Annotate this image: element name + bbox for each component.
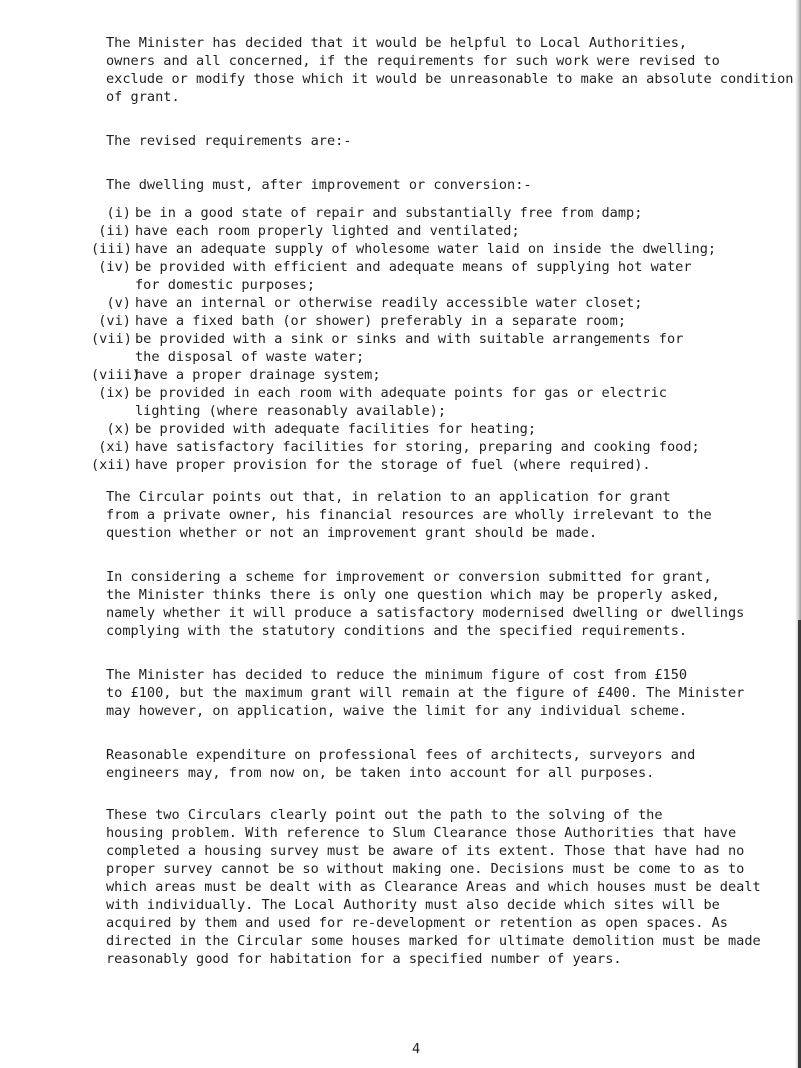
requirement-text: have each room properly lighted and ventilated; (135, 223, 520, 239)
requirement-item (91, 366, 755, 384)
requirement-text: be provided in each room with adequate points for gas or electric (135, 385, 667, 401)
text-line: exclude or modify those which it would be unreasonable to make an absolute condition (106, 71, 794, 87)
text-line: These two Circulars clearly point out the path to the solving of the (106, 807, 663, 823)
requirement-item (91, 456, 755, 474)
text-line: the Minister thinks there is only one question which may be properly asked, (106, 587, 720, 603)
text-line: The Circular points out that, in relation to an application for grant (106, 489, 671, 505)
requirement-item (91, 330, 755, 366)
text-line: of grant. (106, 89, 180, 105)
requirement-text: have satisfactory facilities for storing, preparing and cooking food; (135, 439, 700, 455)
requirement-number: (ii) (98, 223, 131, 239)
text-line: completed a housing survey must be aware of its extent. Those that have had no (106, 843, 745, 859)
text-line: from a private owner, his financial resources are wholly irrelevant to the (106, 507, 712, 523)
paragraph-circular-financial (106, 488, 796, 542)
requirement-item (91, 222, 755, 240)
paragraph-minimum-cost (106, 666, 796, 720)
text-line: The dwelling must, after improvement or conversion:- (106, 177, 532, 193)
requirement-number: (xi) (98, 439, 131, 455)
requirement-text: have a proper drainage system; (135, 367, 381, 383)
text-line: reasonably good for habitation for a specified number of years. (106, 951, 622, 967)
requirement-item (91, 384, 755, 420)
requirement-text: be provided with adequate facilities for heating; (135, 421, 537, 437)
text-line: The Minister has decided that it would be helpful to Local Authorities, (106, 35, 688, 51)
text-line: complying with the statutory conditions and the specified requirements. (106, 623, 688, 639)
paragraph-revised-requirements (106, 132, 796, 150)
text-line: owners and all concerned, if the requirements for such work were revised to (106, 53, 720, 69)
requirement-number: (iii) (91, 241, 132, 257)
requirement-number: (iv) (98, 259, 131, 275)
requirement-text: have a fixed bath (or shower) preferably in a separate room; (135, 313, 627, 329)
requirement-number: (x) (106, 421, 131, 437)
requirement-text: for domestic purposes; (135, 277, 316, 293)
text-line: directed in the Circular some houses marked for ultimate demolition must be made (106, 933, 761, 949)
text-line: proper survey cannot be so without making one. Decisions must be come to as to (106, 861, 745, 877)
requirement-text: the disposal of waste water; (135, 349, 365, 365)
text-line: housing problem. With reference to Slum Clearance those Authorities that have (106, 825, 737, 841)
requirement-text: be provided with efficient and adequate means of supplying hot water (135, 259, 692, 275)
paragraph-dwelling-must (106, 176, 796, 194)
requirement-number: (xii) (91, 457, 132, 473)
requirement-text: be in a good state of repair and substantially free from damp; (135, 205, 643, 221)
text-line: to £100, but the maximum grant will remain at the figure of £400. The Minister (106, 685, 745, 701)
requirement-text: have an internal or otherwise readily accessible water closet; (135, 295, 643, 311)
text-line: The Minister has decided to reduce the minimum figure of cost from £150 (106, 667, 688, 683)
requirement-number: (vi) (98, 313, 131, 329)
page-number: 4 (412, 1041, 421, 1057)
text-line: with individually. The Local Authority must also decide which sites will be (106, 897, 720, 913)
text-line: The revised requirements are:- (106, 133, 352, 149)
requirement-text: have proper provision for the storage of fuel (where required). (135, 457, 651, 473)
text-line: In considering a scheme for improvement or conversion submitted for grant, (106, 569, 712, 585)
text-line: Reasonable expenditure on professional fees of architects, surveyors and (106, 747, 696, 763)
paragraph-housing-problem (106, 806, 796, 968)
requirement-item (91, 294, 755, 312)
text-line: acquired by them and used for re-development or retention as open spaces. As (106, 915, 728, 931)
requirement-number: (vii) (91, 331, 132, 347)
paragraph-professional-fees (106, 746, 796, 782)
paragraph-considering-scheme (106, 568, 796, 640)
text-line: may however, on application, waive the limit for any individual scheme. (106, 703, 688, 719)
requirement-number: (v) (106, 295, 131, 311)
requirement-number: (ix) (98, 385, 131, 401)
requirement-item (91, 312, 755, 330)
paragraph-minister-decision (106, 34, 796, 106)
requirement-item (91, 240, 755, 258)
requirement-text: lighting (where reasonably available); (135, 403, 446, 419)
requirement-number: (viii) (91, 367, 141, 383)
requirement-item (91, 258, 755, 294)
text-line: namely whether it will produce a satisfactory modernised dwelling or dwellings (106, 605, 745, 621)
requirement-item (91, 438, 755, 456)
text-line: question whether or not an improvement grant should be made. (106, 525, 598, 541)
text-line: engineers may, from now on, be taken into account for all purposes. (106, 765, 655, 781)
requirement-item (91, 204, 755, 222)
requirements-list (91, 204, 755, 474)
requirement-text: be provided with a sink or sinks and with suitable arrangements for (135, 331, 684, 347)
text-line: which areas must be dealt with as Clearance Areas and which houses must be dealt (106, 879, 761, 895)
requirement-item (91, 420, 755, 438)
requirement-number: (i) (106, 205, 131, 221)
requirement-text: have an adequate supply of wholesome water laid on inside the dwelling; (135, 241, 717, 257)
